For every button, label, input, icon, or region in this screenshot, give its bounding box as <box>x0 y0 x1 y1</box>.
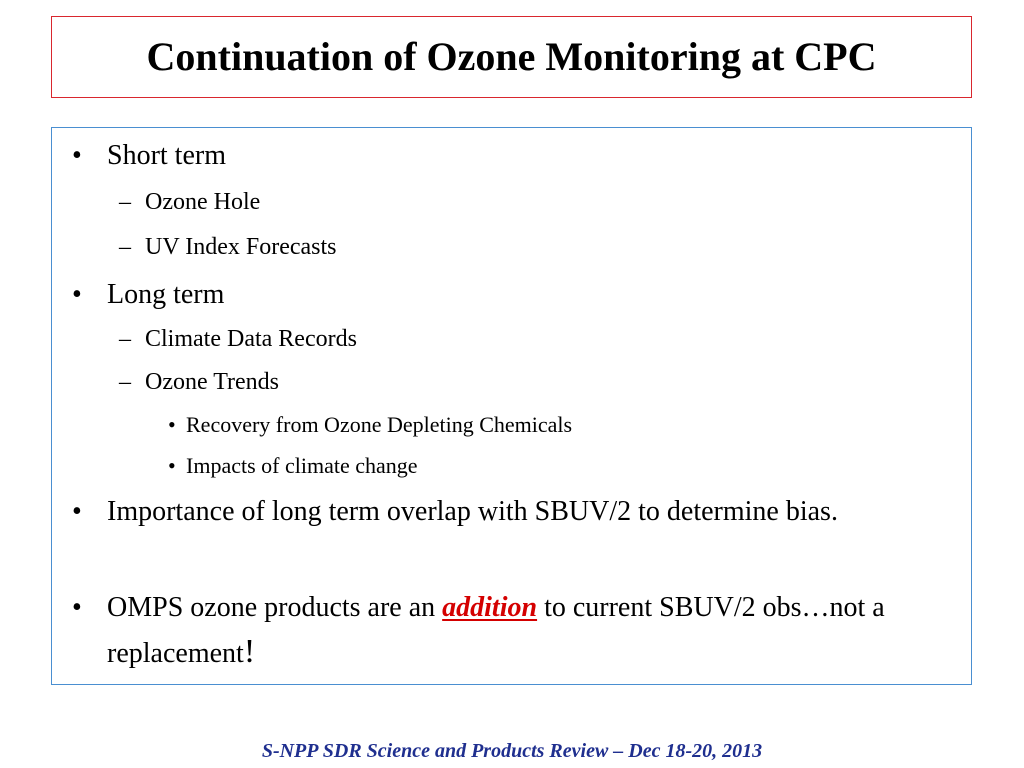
sub-bullet-ozone-hole <box>119 188 260 216</box>
bullet-text: Long term <box>107 279 225 310</box>
bullet-dot-icon: • <box>72 140 82 171</box>
sub-sub-bullet-text: Recovery from Ozone Depleting Chemicals <box>186 412 573 437</box>
bullet-omps <box>60 586 937 676</box>
dash-icon: – <box>119 189 131 215</box>
omps-exclamation: ! <box>243 633 256 670</box>
bullet-dot-icon: • <box>72 496 82 527</box>
bullet-dot-icon: • <box>72 592 82 623</box>
sub-bullet-text: Climate Data Records <box>145 326 357 352</box>
sub-bullet-text: UV Index Forecasts <box>145 234 337 260</box>
sub-bullet-climate-data <box>119 325 357 353</box>
bullet-short-term <box>60 139 226 173</box>
bullet-dot-icon: • <box>168 412 176 437</box>
sub-bullet-ozone-trends <box>119 368 279 396</box>
slide-content-box <box>51 127 972 685</box>
bullet-long-term <box>60 278 224 312</box>
omps-emphasis: addition <box>442 592 538 623</box>
sub-sub-bullet-text: Impacts of climate change <box>186 453 418 478</box>
omps-prefix: OMPS ozone products are an <box>107 592 436 623</box>
omps-suffix: to current SBUV/2 obs…not a replacement <box>107 592 885 669</box>
slide-title: Continuation of Ozone Monitoring at CPC <box>146 34 877 79</box>
bullet-text-wrapper <box>107 586 937 676</box>
sub-sub-bullet-recovery <box>168 412 572 438</box>
bullet-text: Importance of long term overlap with SBUV/2 to determine bias. <box>107 496 838 527</box>
bullet-dot-icon: • <box>72 279 82 310</box>
dash-icon: – <box>119 369 131 395</box>
bullet-importance <box>60 494 937 529</box>
bullet-text: Short term <box>107 140 226 171</box>
slide-footer: S-NPP SDR Science and Products Review – Dec 18-20, 2013 <box>261 740 763 762</box>
dash-icon: – <box>119 234 131 260</box>
sub-bullet-text: Ozone Trends <box>145 369 280 395</box>
bullet-dot-icon: • <box>168 453 176 478</box>
dash-icon: – <box>119 326 131 352</box>
sub-bullet-text: Ozone Hole <box>145 189 261 215</box>
slide-title-box <box>51 16 972 98</box>
sub-bullet-uv-index <box>119 233 337 261</box>
sub-sub-bullet-climate-change <box>168 453 418 479</box>
